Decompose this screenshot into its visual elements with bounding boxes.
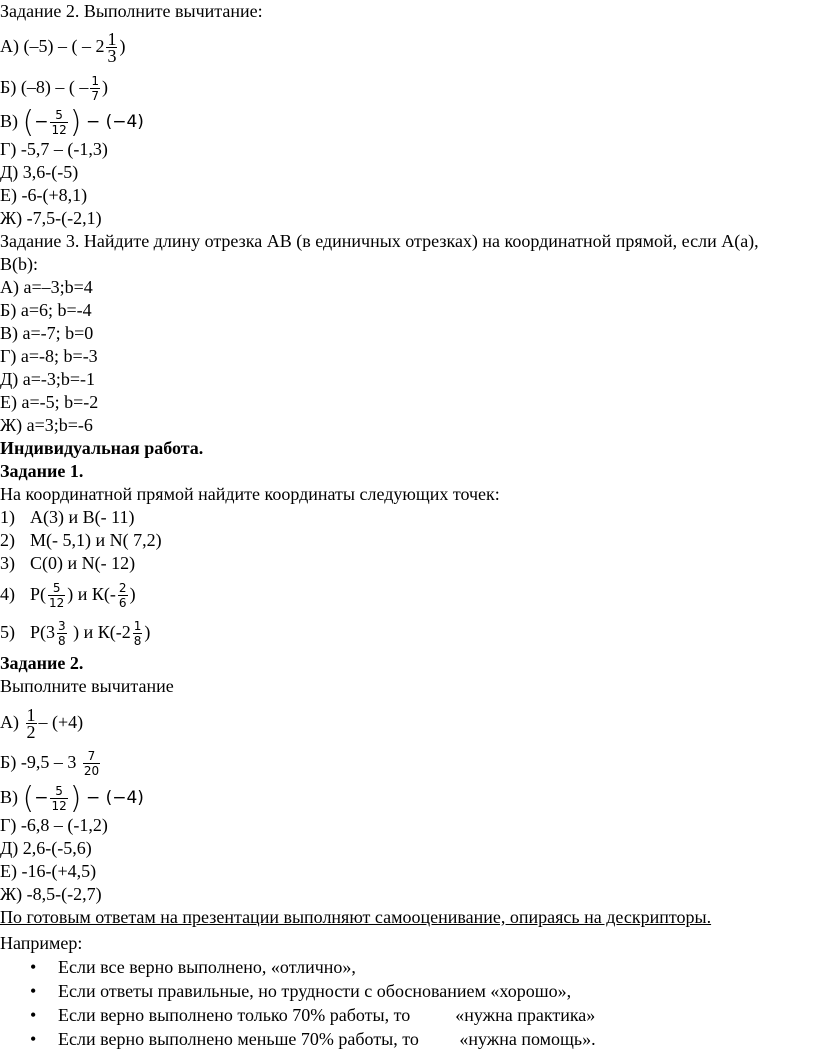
individual-task1-text: На координатной прямой найдите координаты следующих точек:	[0, 484, 500, 504]
fraction-denominator: 12	[51, 799, 67, 814]
list-number: 2)	[0, 530, 15, 550]
fraction-denominator: 7	[91, 89, 99, 104]
point-k-prefix: ) и К(-2	[68, 622, 131, 642]
item-suffix: − (−4)	[85, 788, 144, 808]
bullet-dot-icon: •	[30, 1005, 37, 1025]
task2-title: Задание 2. Выполните вычитание:	[0, 1, 263, 21]
task2b-item-d: Д) 2,6-(-5,6)	[0, 838, 92, 858]
task2b-item-b	[0, 744, 102, 780]
point-p-prefix: Р(3	[30, 622, 56, 642]
list-number: 1)	[0, 507, 15, 527]
individual-title: Индивидуальная работа.	[0, 438, 204, 458]
fraction-numerator: 7	[87, 749, 96, 764]
task2b-item-g: Г) -6,8 – (-1,2)	[0, 815, 108, 835]
task1-list-item	[0, 614, 150, 650]
item-suffix: – (+4)	[38, 712, 84, 732]
assessment-note: По готовым ответам на презентации выполняют самооценивание, опираясь на дескрипторы.	[0, 907, 712, 927]
task2-item-v: В) (− $\frac{5}{12}$ ) − (−4)	[0, 104, 144, 140]
fraction-denominator: 8	[58, 634, 66, 649]
closing-paren: )	[144, 622, 151, 642]
bullet-dot-icon: •	[30, 981, 37, 1001]
task2b-item-e: Е) -16-(+4,5)	[0, 861, 97, 881]
task3-title-line2: В(b):	[0, 254, 38, 274]
example-bullet-item	[0, 956, 816, 978]
individual-task2-title: Задание 2.	[0, 653, 84, 673]
fraction-numerator: 5	[55, 784, 63, 799]
task2-b-prefix: Б) (–8) – ( –	[0, 77, 89, 97]
task2-v-prefix: В)	[0, 111, 18, 131]
task2-a-prefix: А) (–5) – ( – 2	[0, 36, 105, 56]
list-number: 5)	[0, 622, 15, 642]
list-text: М(- 5,1) и N( 7,2)	[30, 530, 162, 550]
fraction-denominator: 2	[26, 722, 36, 743]
task2-item-d: Д) 3,6-(-5)	[0, 162, 79, 182]
fraction-denominator: 6	[118, 596, 127, 611]
task3-item: Е) а=-5; b=-2	[0, 392, 99, 412]
task2-item-zh: Ж) -7,5-(-2,1)	[0, 208, 102, 228]
left-paren-icon: (	[22, 780, 35, 816]
task3-item: Д) а=-3;b=-1	[0, 369, 96, 389]
item-prefix: В)	[0, 787, 18, 807]
task2b-item-a	[0, 700, 83, 744]
example-title: Например:	[0, 933, 83, 953]
task1-list-item	[0, 506, 134, 528]
task2-item-e: Е) -6-(+8,1)	[0, 185, 88, 205]
left-paren-icon: (	[22, 104, 35, 140]
fraction-denominator: 8	[133, 634, 142, 649]
list-text: С(0) и N(- 12)	[30, 553, 136, 573]
fraction-denominator: 12	[51, 123, 67, 138]
task2-item-g: Г) -5,7 – (-1,3)	[0, 139, 108, 159]
bullet-text: Если верно выполнено только 70% работы, то «нужна практика»	[58, 1005, 596, 1025]
bullet-text: Если верно выполнено меньше 70% работы, то «нужна помощь».	[58, 1029, 596, 1049]
fraction	[50, 784, 67, 813]
fraction	[57, 619, 67, 648]
fraction	[118, 581, 128, 610]
task3-item: В) а=-7; b=0	[0, 323, 94, 343]
example-bullet-item	[0, 1028, 816, 1050]
fraction-numerator: 1	[26, 705, 36, 726]
right-paren-icon: )	[69, 780, 82, 816]
task3-item: Г) а=-8; b=-3	[0, 346, 98, 366]
point-k-prefix: ) и К(-	[67, 584, 116, 604]
closing-paren: )	[129, 584, 136, 604]
fraction-numerator: 2	[118, 581, 127, 596]
fraction-numerator: 1	[107, 29, 117, 50]
task2-item-a	[0, 24, 125, 68]
fraction-denominator: 20	[83, 764, 100, 779]
example-bullet-item	[0, 1004, 816, 1026]
fraction-numerator: 1	[133, 619, 142, 634]
item-prefix: А)	[0, 712, 19, 732]
bullet-text: Если ответы правильные, но трудности с обоснованием «хорошо»,	[58, 981, 572, 1001]
task1-list-item	[0, 576, 136, 612]
item-prefix: Б) -9,5 – 3	[0, 752, 77, 772]
fraction	[106, 29, 117, 67]
list-number: 3)	[0, 553, 15, 573]
bullet-dot-icon: •	[30, 1029, 37, 1049]
task2-item-b	[0, 70, 108, 104]
task2-b-suffix: )	[101, 77, 108, 97]
individual-task2-text: Выполните вычитание	[0, 676, 174, 696]
task2-a-suffix: )	[119, 36, 126, 56]
example-bullet-item	[0, 980, 816, 1002]
fraction	[26, 705, 37, 743]
task2b-item-zh: Ж) -8,5-(-2,7)	[0, 884, 102, 904]
fraction	[83, 749, 100, 778]
fraction-denominator: 3	[107, 46, 117, 67]
individual-task1-title: Задание 1.	[0, 461, 84, 481]
task1-list-item	[0, 529, 162, 551]
task1-list-item	[0, 552, 135, 574]
fraction-numerator: 5	[55, 108, 63, 123]
fraction-numerator: 3	[58, 619, 66, 634]
fraction	[90, 74, 100, 103]
right-paren-icon: )	[69, 104, 82, 140]
list-number: 4)	[0, 584, 15, 604]
task2-v-suffix: − (−4)	[85, 112, 144, 132]
fraction-numerator: 5	[52, 581, 61, 596]
task3-title-line1: Задание 3. Найдите длину отрезка АВ (в единичных отрезках) на координатной прямой, если А(а),	[0, 231, 759, 251]
bullet-dot-icon: •	[30, 957, 37, 977]
fraction-denominator: 12	[49, 596, 65, 611]
task3-item: Ж) а=3;b=-6	[0, 415, 93, 435]
task3-item: Б) а=6; b=-4	[0, 300, 92, 320]
list-text: А(3) и В(- 11)	[30, 507, 135, 527]
fraction	[50, 108, 67, 137]
fraction-numerator: 1	[91, 74, 99, 89]
fraction	[133, 619, 143, 648]
bullet-text: Если все верно выполнено, «отлично»,	[58, 957, 356, 977]
fraction	[48, 581, 65, 610]
task3-item: А) а=–3;b=4	[0, 277, 93, 297]
task2b-item-v: В) (− $\frac{5}{12}$ ) − (−4)	[0, 780, 144, 816]
point-p-prefix: Р(	[30, 584, 47, 604]
